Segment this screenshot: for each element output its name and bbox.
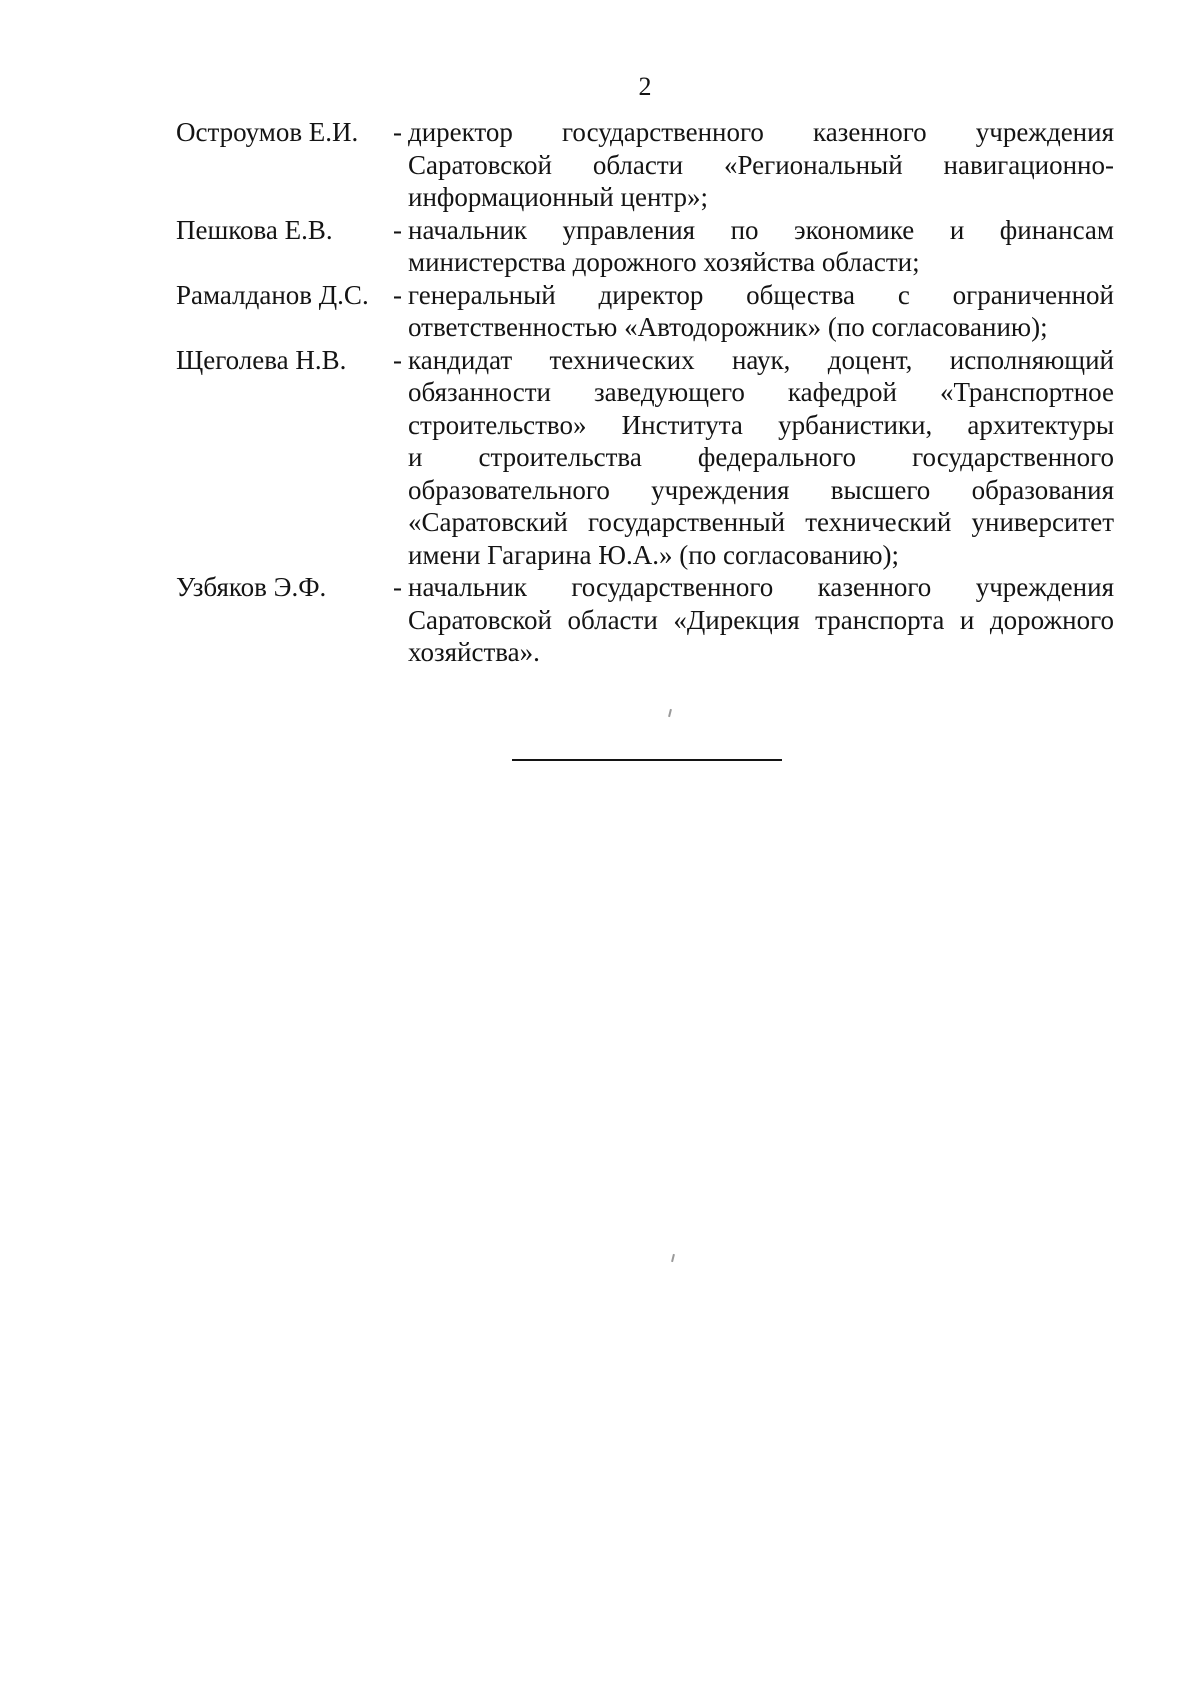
description-line: Саратовской области «Дирекция транспорта и дорожного: [408, 604, 1114, 635]
member-name: Узбяков Э.Ф.: [176, 572, 327, 602]
member-description: [408, 214, 1114, 279]
description-line: информационный центр»;: [408, 182, 709, 212]
list-item: [176, 214, 1114, 279]
dash-separator: -: [393, 344, 402, 375]
list-item: [176, 279, 1114, 344]
dash-separator: -: [393, 117, 402, 147]
member-description: [408, 571, 1114, 669]
member-name: Остроумов Е.И.: [176, 117, 359, 147]
description-line: и строительства федерального государственного: [408, 442, 1114, 472]
description-line: министерства дорожного хозяйства области;: [408, 247, 920, 277]
description-line: имени Гагарина Ю.А.» (по согласованию);: [408, 539, 900, 570]
member-description: [408, 344, 1114, 572]
member-name: Щеголева Н.В.: [176, 344, 347, 375]
list-item: [176, 571, 1114, 669]
description-line: образовательного учреждения высшего образования: [408, 474, 1114, 505]
description-line: генеральный директор общества с ограниченной: [408, 279, 1114, 310]
dash-separator: -: [393, 279, 402, 310]
member-name: Рамалданов Д.С.: [176, 279, 369, 310]
description-line: Саратовской области «Региональный навигационно-: [408, 149, 1114, 180]
member-name: Пешкова Е.В.: [176, 214, 333, 245]
members-list: [176, 116, 1114, 669]
scan-speck: [671, 1254, 675, 1262]
scan-speck: [668, 709, 672, 717]
description-line: директор государственного казенного учреждения: [408, 117, 1114, 147]
description-line: ответственностью «Автодорожник» (по согласованию);: [408, 312, 1048, 342]
member-description: [408, 279, 1114, 344]
list-item: [176, 344, 1114, 572]
member-description: [408, 116, 1114, 214]
description-line: «Саратовский государственный технический университет: [408, 507, 1114, 537]
description-line: строительство» Института урбанистики, архитектуры: [408, 409, 1114, 440]
description-line: хозяйства».: [408, 637, 540, 667]
description-line: начальник государственного казенного учреждения: [408, 572, 1114, 602]
description-line: обязанности заведующего кафедрой «Транспортное: [408, 377, 1114, 407]
page-number: 2: [638, 72, 652, 101]
dash-separator: -: [393, 572, 402, 602]
closing-rule: [512, 759, 782, 761]
description-line: начальник управления по экономике и финансам: [408, 214, 1114, 245]
description-line: кандидат технических наук, доцент, исполняющий: [408, 344, 1114, 375]
dash-separator: -: [393, 214, 402, 245]
list-item: [176, 116, 1114, 214]
